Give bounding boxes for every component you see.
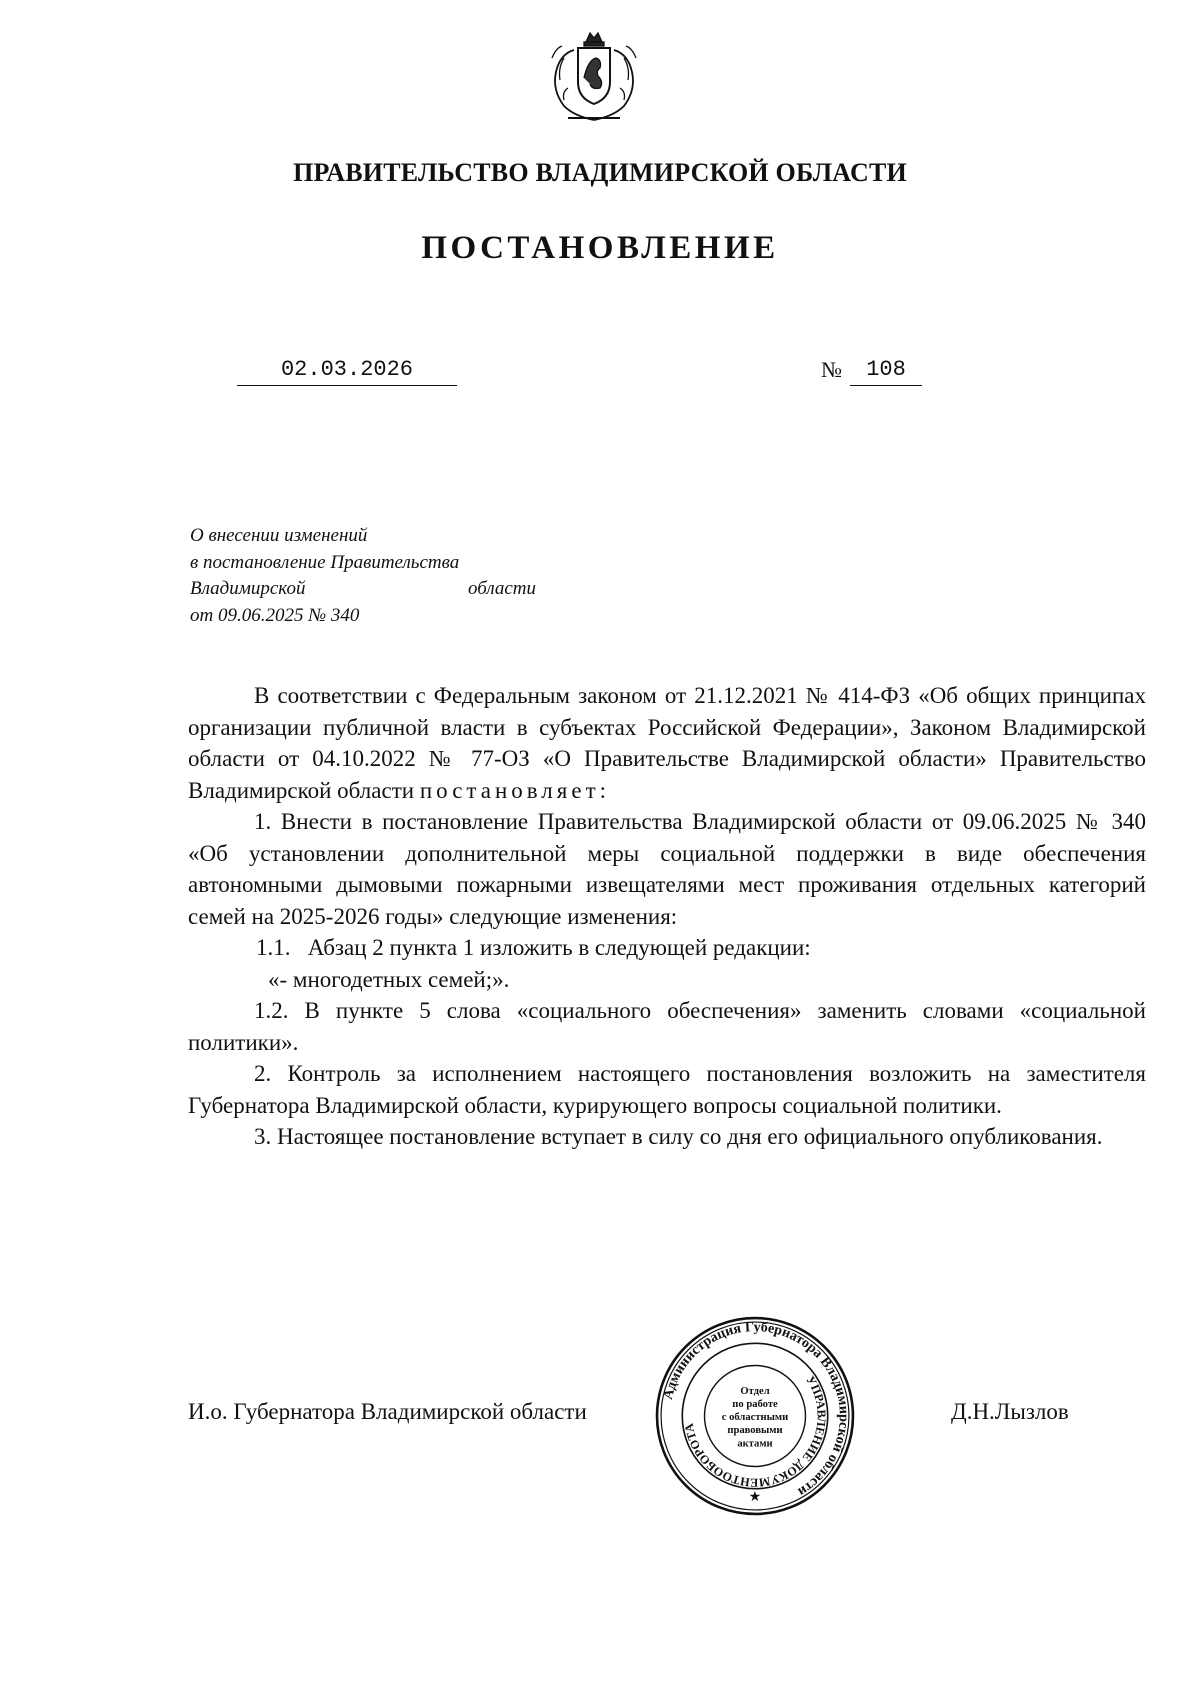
signatory-position: И.о. Губернатора Владимирской области bbox=[188, 1399, 587, 1424]
document-date: 02.03.2026 bbox=[237, 355, 457, 386]
stamp-center-line: по работе bbox=[732, 1398, 778, 1410]
item-2: 2. Контроль за исполнением настоящего постановления возложить на заместителя Губернатора Владимирской области, курирующего вопросы социальной политики. bbox=[188, 1061, 1146, 1118]
document-type-title: ПОСТАНОВЛЕНИЕ bbox=[421, 230, 779, 266]
item-1-2: 1.2. В пункте 5 слова «социального обеспечения» заменить словами «социальной политики». bbox=[188, 998, 1146, 1055]
signatory-name: Д.Н.Лызлов bbox=[951, 1399, 1069, 1424]
coat-of-arms-emblem bbox=[538, 28, 650, 124]
item-1-1: 1.1. Абзац 2 пункта 1 изложить в следующей редакции: bbox=[256, 935, 811, 960]
decree-word: постановляет: bbox=[419, 777, 611, 803]
preamble-paragraph bbox=[188, 680, 1146, 806]
subject-word: Владимирской bbox=[190, 578, 306, 599]
subject-line: от 09.06.2025 № 340 bbox=[190, 604, 360, 626]
stamp-center-line: с областными bbox=[721, 1412, 789, 1424]
stamp-outer-text: Администрация Губернатора Владимирской области bbox=[659, 1319, 852, 1500]
subject-word: области bbox=[467, 578, 536, 599]
stamp-center-line: актами bbox=[737, 1438, 773, 1450]
item-3: 3. Настоящее постановление вступает в силу со дня его официального опубликования. bbox=[254, 1124, 1103, 1149]
subject-line: в постановление Правительства bbox=[190, 551, 460, 573]
stamp-star-icon: ★ bbox=[748, 1488, 762, 1505]
document-body bbox=[188, 680, 1146, 1153]
organization-title: ПРАВИТЕЛЬСТВО ВЛАДИМИРСКОЙ ОБЛАСТИ bbox=[293, 158, 907, 187]
stamp-center-line: правовыми bbox=[727, 1425, 783, 1437]
item-1-1-quote: «- многодетных семей;». bbox=[268, 966, 510, 992]
subject-line bbox=[190, 576, 536, 603]
document-number: 108 bbox=[850, 355, 922, 386]
document-subject bbox=[190, 523, 536, 629]
subject-line: О внесении изменений bbox=[190, 525, 368, 546]
preamble-text: В соответствии с Федеральным законом от 21.12.2021 № 414-ФЗ «Об общих принципах организации публичной власти в субъектах Российской Федерации», Законом Владимирской области от 04.10.2022 № 77-ОЗ «О Правительстве Владимирской области» Правительство Владимирской области bbox=[188, 683, 1146, 803]
item-1: 1. Внести в постановление Правительства Владимирской области от 09.06.2025 № 340 «Об установлении дополнительной меры социальной поддержки в виде обеспечения автономными дымовыми пожарными извещателями мест проживания отдельных категорий семей на 2025-2026 годы» следующие изменения: bbox=[188, 809, 1146, 929]
stamp-inner-text: УПРАВЛЕНИЕ ДОКУМЕНТООБОРОТА bbox=[681, 1373, 829, 1490]
official-stamp bbox=[654, 1315, 856, 1517]
number-sign: № bbox=[821, 357, 842, 382]
stamp-center-line: Отдел bbox=[740, 1385, 770, 1397]
